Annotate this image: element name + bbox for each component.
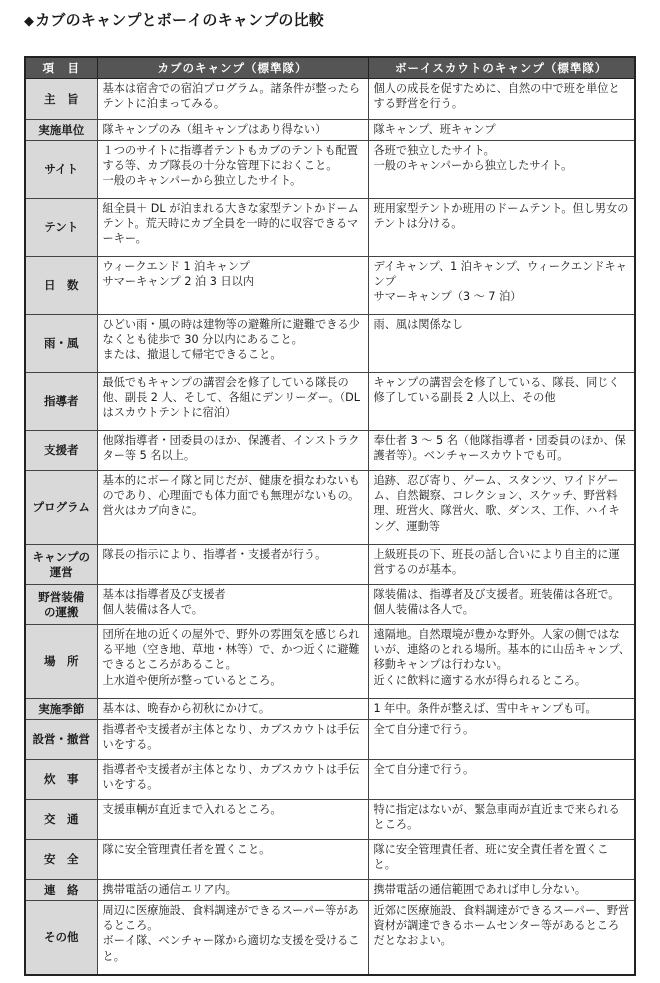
- row-item-label: サイト: [25, 141, 97, 199]
- row-item-label: 炊 事: [25, 760, 97, 800]
- cub-cell: ひどい雨・風の時は建物等の避難所に避難できる少なくとも徒歩で 30 分以内にあること。 または、撤退して帰宅できること。: [97, 315, 368, 373]
- cub-cell: 周辺に医療施設、食料調達ができるスーパー等があるところ。 ボーイ隊、ベンチャー隊から適切な支援を受けること。: [97, 901, 368, 975]
- cub-cell: 基本は宿舎での宿泊プログラム。諸条件が整ったらテントに泊まってみる。: [97, 79, 368, 120]
- cub-cell: 他隊指導者・団委員のほか、保護者、インストラクター等 5 名以上。: [97, 431, 368, 471]
- table-row: [25, 699, 635, 720]
- boy-cell: 班用家型テントか班用のドームテント。但し男女のテントは分ける。: [368, 199, 635, 257]
- header-item: 項 目: [25, 57, 97, 79]
- boy-cell: 個人の成長を促すために、自然の中で班を単位とする野営を行う。: [368, 79, 635, 120]
- header-boy-camp: ボーイスカウトのキャンプ（標準隊）: [368, 57, 635, 79]
- boy-cell: 全て自分達で行う。: [368, 760, 635, 800]
- cub-cell: 指導者や支援者が主体となり、カブスカウトは手伝いをする。: [97, 720, 368, 760]
- row-item-label: 野営装備 の運搬: [25, 585, 97, 625]
- document-title-text: カブのキャンプとボーイのキャンプの比較: [35, 11, 325, 29]
- table-row: [25, 625, 635, 699]
- cub-cell: 隊に安全管理責任者を置くこと。: [97, 840, 368, 880]
- row-item-label: 場 所: [25, 625, 97, 699]
- table-row: [25, 901, 635, 975]
- boy-cell: 隊に安全管理責任者、班に安全責任者を置くこと。: [368, 840, 635, 880]
- cub-cell: 基本的にボーイ隊と同じだが、健康を損なわないものであり、心理面でも体力面でも無理がないもの。営火はカブ向きに。: [97, 471, 368, 545]
- table-row: [25, 373, 635, 431]
- boy-cell: デイキャンプ、1 泊キャンプ、ウィークエンドキャンプ サマーキャンプ（3 ～ 7 泊）: [368, 257, 635, 315]
- cub-cell: 最低でもキャンプの講習会を修了している隊長の他、副長 2 人、そして、各組にデンリーダー。（DL はスカウトテントに宿泊）: [97, 373, 368, 431]
- row-item-label: 支援者: [25, 431, 97, 471]
- row-item-label: 交 通: [25, 800, 97, 840]
- row-item-label: 実施季節: [25, 699, 97, 720]
- row-item-label: その他: [25, 901, 97, 975]
- boy-cell: 全て自分達で行う。: [368, 720, 635, 760]
- row-item-label: 主 旨: [25, 79, 97, 120]
- table-row: [25, 760, 635, 800]
- cub-cell: ウィークエンド 1 泊キャンプ サマーキャンプ 2 泊 3 日以内: [97, 257, 368, 315]
- boy-cell: 1 年中。条件が整えば、雪中キャンプも可。: [368, 699, 635, 720]
- cub-cell: 組全員＋ DL が泊まれる大きな家型テントかドームテント。荒天時にカブ全員を一時的に収容できるマーキー。: [97, 199, 368, 257]
- boy-cell: 各班で独立したサイト。 一般のキャンパーから独立したサイト。: [368, 141, 635, 199]
- table-row: [25, 431, 635, 471]
- table-row: [25, 545, 635, 585]
- row-item-label: プログラム: [25, 471, 97, 545]
- table-row: [25, 199, 635, 257]
- boy-cell: 奉仕者 3 ～ 5 名（他隊指導者・団委員のほか、保護者等）。ベンチャースカウトでも可。: [368, 431, 635, 471]
- table-row: [25, 257, 635, 315]
- cub-cell: 隊長の指示により、指導者・支援者が行う。: [97, 545, 368, 585]
- cub-cell: 隊キャンプのみ（組キャンプはあり得ない）: [97, 120, 368, 141]
- row-item-label: 雨・風: [25, 315, 97, 373]
- table-row: [25, 880, 635, 901]
- table-row: [25, 471, 635, 545]
- row-item-label: 連 絡: [25, 880, 97, 901]
- comparison-table: [24, 56, 636, 976]
- table-row: [25, 800, 635, 840]
- boy-cell: 近郊に医療施設、食料調達ができるスーパー、野営資材が調達できるホームセンター等があるところだとなおよい。: [368, 901, 635, 975]
- table-header-row: [25, 57, 635, 79]
- cub-cell: 基本は指導者及び支援者 個人装備は各人で。: [97, 585, 368, 625]
- boy-cell: 追跡、忍び寄り、ゲーム、スタンツ、ワイドゲーム、自然観察、コレクション、スケッチ、野営料理、班営火、隊営火、歌、ダンス、工作、ハイキング、運動等: [368, 471, 635, 545]
- row-item-label: 設営・撤営: [25, 720, 97, 760]
- cub-cell: １つのサイトに指導者テントもカブのテントも配置する等、カブ隊長の十分な管理下におくこと。 一般のキャンパーから独立したサイト。: [97, 141, 368, 199]
- boy-cell: 雨、風は関係なし: [368, 315, 635, 373]
- boy-cell: 遠隔地。自然環境が豊かな野外。人家の側ではないが、連絡のとれる場所。基本的に山岳キャンプ、移動キャンプは行わない。 近くに飲料に適する水が得られるところ。: [368, 625, 635, 699]
- table-row: [25, 79, 635, 120]
- row-item-label: 指導者: [25, 373, 97, 431]
- cub-cell: 団所在地の近くの屋外で、野外の雰囲気を感じられる平地（空き地、草地・林等）で、かつ近くに避難できるところがあること。 上水道や便所が整っているところ。: [97, 625, 368, 699]
- boy-cell: 隊装備は、指導者及び支援者。班装備は各班で。個人装備は各人で。: [368, 585, 635, 625]
- boy-cell: 隊キャンプ、班キャンプ: [368, 120, 635, 141]
- table-row: [25, 720, 635, 760]
- table-row: [25, 315, 635, 373]
- table-row: [25, 585, 635, 625]
- table-row: [25, 141, 635, 199]
- header-cub-camp: カブのキャンプ（標準隊）: [97, 57, 368, 79]
- cub-cell: 携帯電話の通信エリア内。: [97, 880, 368, 901]
- boy-cell: 上級班長の下、班長の話し合いにより自主的に運営するのが基本。: [368, 545, 635, 585]
- cub-cell: 指導者や支援者が主体となり、カブスカウトは手伝いをする。: [97, 760, 368, 800]
- boy-cell: 特に指定はないが、緊急車両が直近まで来られるところ。: [368, 800, 635, 840]
- document-title: [24, 10, 634, 32]
- row-item-label: 安 全: [25, 840, 97, 880]
- table-row: [25, 120, 635, 141]
- row-item-label: キャンプの 運営: [25, 545, 97, 585]
- boy-cell: キャンプの講習会を修了している、隊長、同じく修了している副長 2 人以上、その他: [368, 373, 635, 431]
- diamond-bullet-icon: ◆: [24, 14, 35, 29]
- table-row: [25, 840, 635, 880]
- row-item-label: テント: [25, 199, 97, 257]
- row-item-label: 日 数: [25, 257, 97, 315]
- cub-cell: 基本は、晩春から初秋にかけて。: [97, 699, 368, 720]
- row-item-label: 実施単位: [25, 120, 97, 141]
- boy-cell: 携帯電話の通信範囲であれば申し分ない。: [368, 880, 635, 901]
- cub-cell: 支援車輌が直近まで入れるところ。: [97, 800, 368, 840]
